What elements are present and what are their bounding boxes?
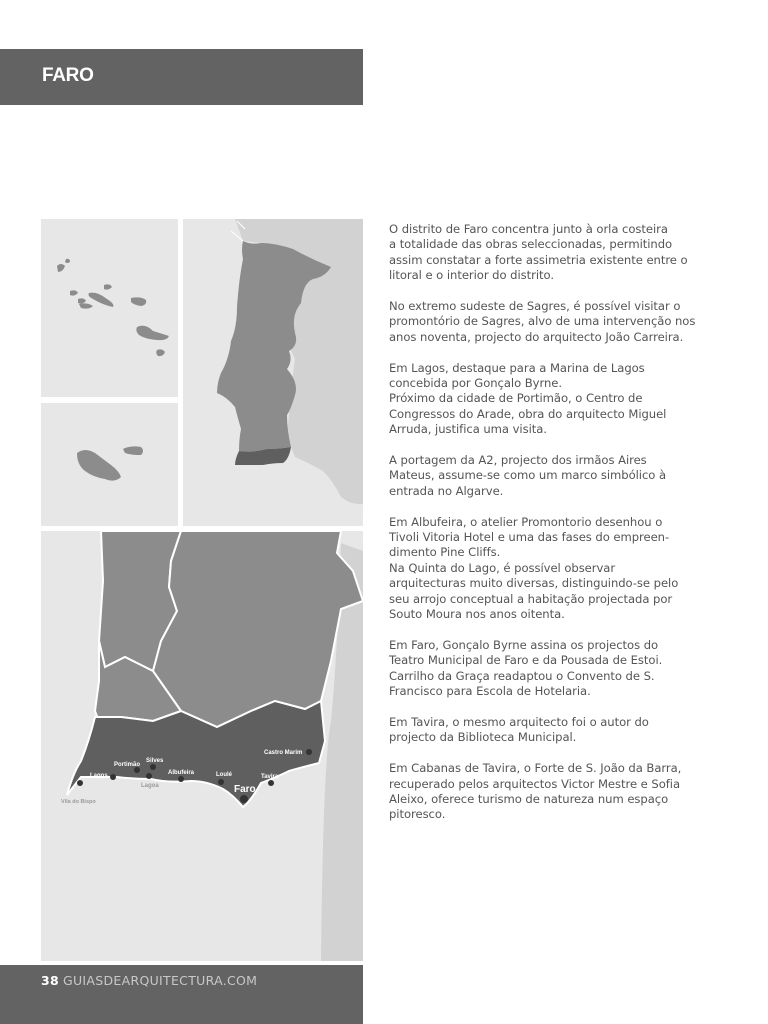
label-loule: Loulé xyxy=(216,772,232,778)
paragraph: A portagem da A2, projecto dos irmãos Aires Mateus, assume-se como um marco simbólico à entrada no Algarve. xyxy=(389,453,667,498)
page-number: 38 xyxy=(41,973,59,988)
island-porto-santo xyxy=(123,446,143,455)
paragraph: Em Lagos, destaque para a Marina de Lagos concebida por Gonçalo Byrne. Próximo da cidade de Portimão, o Centro de Congressos do Arade, obra do arquitecto Miguel Arruda, justifica uma visita. xyxy=(389,360,667,437)
paragraph: Em Tavira, o mesmo arquitecto foi o autor do projecto da Biblioteca Municipal. xyxy=(389,714,649,745)
island-flores xyxy=(57,264,65,272)
island-pico xyxy=(79,303,93,308)
island-sao-jorge xyxy=(89,293,114,307)
island-sao-miguel xyxy=(131,297,146,306)
label-albufeira: Albufeira xyxy=(168,770,195,776)
azores-map xyxy=(41,219,178,397)
label-tavira: Tavira xyxy=(261,774,279,780)
label-portimao: Portimão xyxy=(114,762,141,768)
paragraph: Em Faro, Gonçalo Byrne assina os projectos do Teatro Municipal de Faro e da Pousada de Estoi. Carrilho da Graça readaptou o Convento de S. Francisco para Escola de Hotelaria. xyxy=(389,637,663,699)
article-body xyxy=(389,222,707,838)
paragraph: Em Cabanas de Tavira, o Forte de S. João da Barra, recuperado pelos arquitectos Victor Mestre e Sofia Aleixo, oferece turismo de natureza num espaço pitoresco. xyxy=(389,761,682,822)
island-formigas xyxy=(156,349,165,356)
label-faro: Faro xyxy=(234,784,256,795)
paragraph: Em Albufeira, o atelier Promontorio desenhou o Tivoli Vitoria Hotel e uma das fases do empreen- dimento Pine Cliffs. Na Quinta do Lago, é possível observar arquitecturas muito diversas, distinguindo-se pelo seu arrojo conceptual a habitação projectada por Souto Moura nos anos oitenta. xyxy=(389,514,679,622)
label-lagos: Lagos xyxy=(90,773,108,779)
paragraph: O distrito de Faro concentra junto à orla costeira a totalidade das obras seleccionadas, permitindo assim constatar a forte assimetria existente entre o litoral e o interior do distrito. xyxy=(389,222,688,283)
site-link[interactable]: GUIASDEARQUITECTURA.COM xyxy=(63,973,258,988)
island-terceira xyxy=(104,284,112,289)
island-madeira xyxy=(77,450,121,481)
page-title: FARO xyxy=(42,65,94,86)
label-castro-marim: Castro Marim xyxy=(264,750,303,756)
island-faial xyxy=(78,298,86,303)
alentejo-east xyxy=(153,531,363,727)
label-lagoa: Lagoa xyxy=(141,783,159,789)
footer xyxy=(41,973,257,988)
label-silves: Silves xyxy=(146,758,164,764)
madeira-map xyxy=(41,403,178,526)
island-corvo xyxy=(65,259,70,263)
island-graciosa xyxy=(70,290,78,295)
label-vila-do-bispo: Vila do Bispo xyxy=(61,799,96,805)
portugal-map xyxy=(183,219,363,526)
island-santa-maria xyxy=(136,326,169,341)
algarve-map xyxy=(41,531,363,961)
paragraph: No extremo sudeste de Sagres, é possível visitar o promontório de Sagres, alvo de uma intervenção nos anos noventa, projecto do arquitecto João Carreira. xyxy=(389,299,696,344)
